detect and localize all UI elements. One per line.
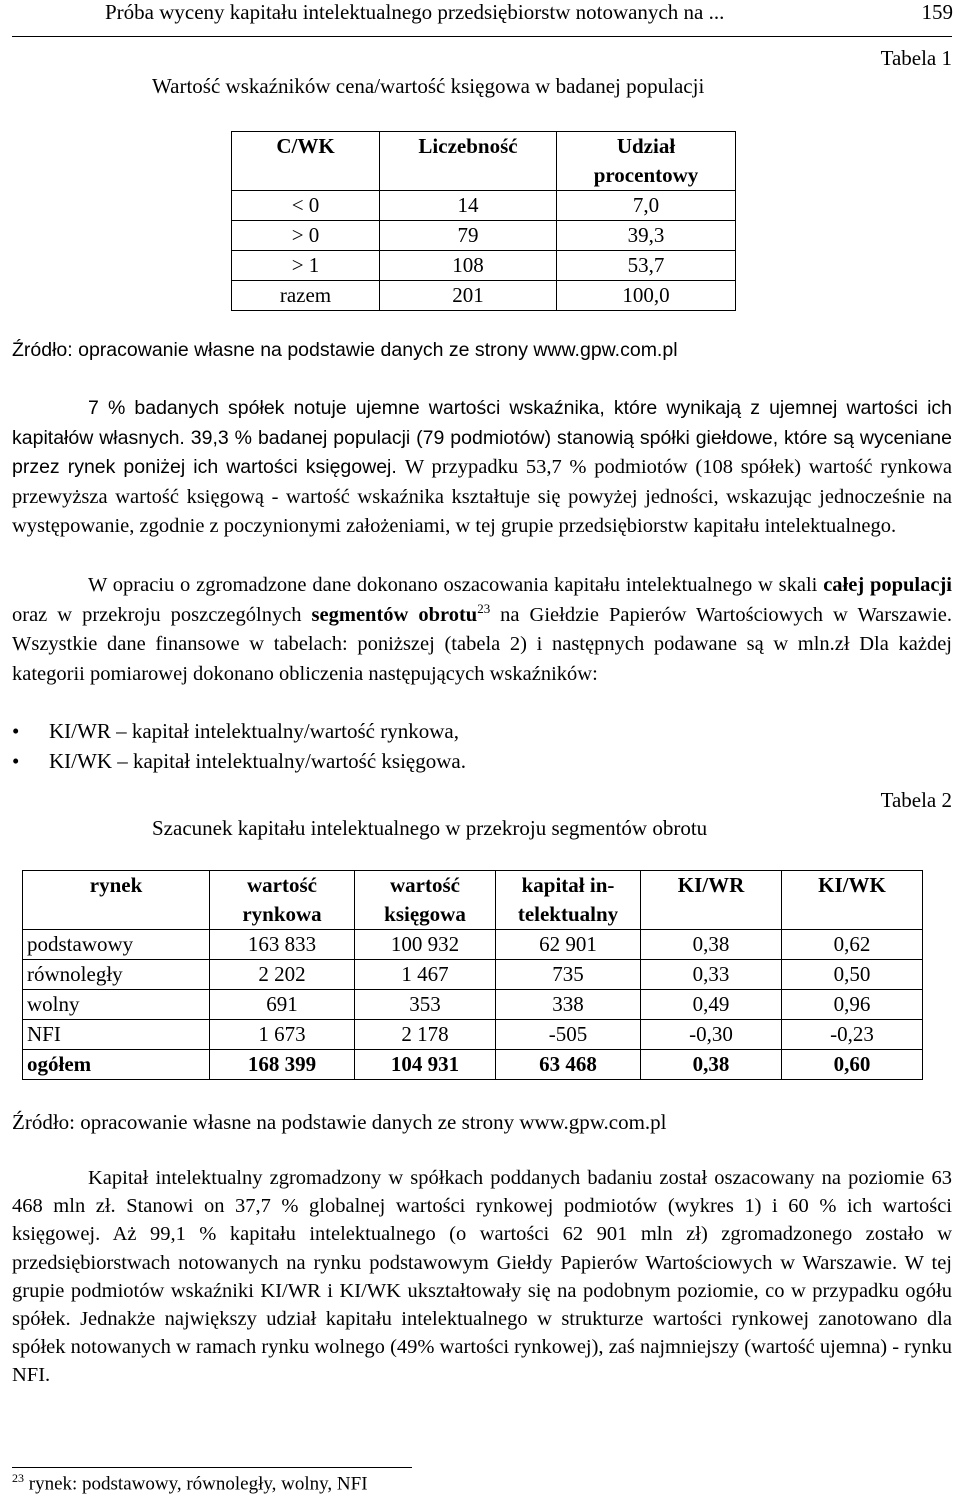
table-cell: 0,60	[782, 1050, 923, 1080]
table1-label: Tabela 1	[880, 46, 952, 70]
header-line: wartość	[247, 873, 317, 897]
table-row	[23, 960, 923, 990]
bullet-icon: •	[12, 719, 20, 743]
table-cell: równoległy	[23, 960, 210, 990]
table-header-cell: C/WK	[232, 132, 380, 191]
footnote-ref: 23	[477, 600, 491, 616]
table-cell: 0,62	[782, 930, 923, 960]
paragraph-2-part: na Giełdzie Papierów Wartościowych w Warszawie. Wszystkie dane finansowe w tabelach: poniższej (tabela 2) i następnych podawane są w mln.zł Dla każdej kategorii pomiarowej dokonano obliczenia następujących wskaźników:	[12, 603, 952, 685]
table-header-cell: Liczebność	[380, 132, 557, 191]
table-cell: > 1	[232, 251, 380, 281]
bullet-list	[12, 717, 952, 776]
list-item	[12, 747, 952, 777]
table2-source: Źródło: opracowanie własne na podstawie danych ze strony www.gpw.com.pl	[12, 1110, 667, 1134]
table-header-cell	[23, 871, 210, 930]
header-line: procentowy	[593, 163, 699, 187]
table2-label: Tabela 2	[880, 788, 952, 812]
table-header-cell	[355, 871, 496, 930]
table-row	[23, 1020, 923, 1050]
paragraph-1	[12, 394, 952, 542]
table-header-row	[232, 132, 736, 191]
table-cell: 0,33	[641, 960, 782, 990]
paragraph-2-part: oraz w przekroju poszczególnych	[12, 603, 312, 626]
header-line: księgowa	[384, 902, 466, 926]
table-cell: 353	[355, 990, 496, 1020]
footnote	[12, 1471, 368, 1495]
emphasis-whole-population: całej populacji	[823, 574, 952, 596]
table-cell: 104 931	[355, 1050, 496, 1080]
header-line: rynek	[89, 873, 143, 897]
table-cell: -0,23	[782, 1020, 923, 1050]
table-header-cell	[210, 871, 355, 930]
paragraph-1-sentence-b: W przypadku 53,7 % podmiotów (108 spółek) wartość rynkowa przewyższa wartość księgową - wartość wskaźnika kształtuje się powyżej jedności, wskazując jednocześnie na występowanie, zgodnie z poczynionymi założeniami, w tej grupie przedsiębiorstw kapitału intelektualnego.	[12, 456, 952, 538]
table1	[231, 131, 736, 311]
table-cell: 735	[496, 960, 641, 990]
paragraph-3-text: Kapitał intelektualny zgromadzony w spółkach poddanych badaniu został oszacowany na poziomie 63 468 mln zł. Stanowi on 37,7 % globalnej wartości rynkowej podmiotów (wykres 1) i 60 % ich wartości księgowej. Aż 99,1 % kapitału intelektualnego (o wartości 62 901 mln zł) zgromadzonego zostało w przedsiębiorstwach notowanych na rynku podstawowym Giełdy Papierów Wartościowych w Warszawie. W tej grupie podmiotów wskaźniki KI/WR i KI/WK ukształtowały się na podobnym poziomie, co w przypadku ogółu spółek. Jednakże największy udział kapitału intelektualnego w strukturze wartości rynkowej zanotowano dla spółek notowanych w ramach rynku wolnego (49% wartości rynkowej), zaś najmniejszy (wartość ujemna) - rynku NFI.	[12, 1167, 952, 1387]
table-header-cell	[496, 871, 641, 930]
paragraph-1-text	[12, 394, 952, 542]
table-row	[232, 191, 736, 221]
table-cell: 0,96	[782, 990, 923, 1020]
table-cell: razem	[232, 281, 380, 311]
table-row	[232, 251, 736, 281]
table-cell: 2 202	[210, 960, 355, 990]
table2	[22, 870, 923, 1080]
table-cell: 691	[210, 990, 355, 1020]
page-number: 159	[921, 0, 953, 24]
header-line: KI/WR	[677, 873, 745, 897]
table-header-cell	[782, 871, 923, 930]
footnote-number: 23	[12, 1471, 24, 1485]
table-cell: 2 178	[355, 1020, 496, 1050]
table-cell: 62 901	[496, 930, 641, 960]
paragraph-3	[12, 1164, 952, 1390]
list-item-text: KI/WR – kapitał intelektualny/wartość rynkowa,	[49, 719, 459, 743]
table-cell: 79	[380, 221, 557, 251]
header-line: KI/WK	[818, 873, 886, 897]
table-cell: -0,30	[641, 1020, 782, 1050]
header-line: telektualny	[517, 902, 619, 926]
list-item-text: KI/WK – kapitał intelektualny/wartość księgowa.	[49, 748, 466, 773]
table-cell: 0,38	[641, 930, 782, 960]
table-cell: > 0	[232, 221, 380, 251]
table-cell: 14	[380, 191, 557, 221]
bullet-icon: •	[12, 748, 20, 773]
table-cell: 100 932	[355, 930, 496, 960]
table-cell: 0,50	[782, 960, 923, 990]
table-cell: 163 833	[210, 930, 355, 960]
source-text: Źródło: opracowanie własne na podstawie danych ze strony	[12, 339, 534, 361]
table1-source	[12, 339, 678, 362]
table-cell: 0,38	[641, 1050, 782, 1080]
table-cell: 1 467	[355, 960, 496, 990]
footnote-divider	[12, 1467, 412, 1468]
header-line: rynkowa	[242, 902, 322, 926]
footnote-text: rynek: podstawowy, równoległy, wolny, NFI	[24, 1473, 368, 1495]
table-cell: 7,0	[557, 191, 736, 221]
table-cell: < 0	[232, 191, 380, 221]
table-cell: 1 673	[210, 1020, 355, 1050]
emphasis-segments: segmentów obrotu	[311, 603, 478, 626]
table-cell: 63 468	[496, 1050, 641, 1080]
table-row	[232, 221, 736, 251]
list-item	[12, 717, 952, 747]
table-header-cell	[557, 132, 736, 191]
table-cell: wolny	[23, 990, 210, 1020]
table-row	[23, 930, 923, 960]
table-header-cell	[641, 871, 782, 930]
table-cell: 201	[380, 281, 557, 311]
paragraph-2	[12, 571, 952, 689]
table-cell: 39,3	[557, 221, 736, 251]
header-line: Udział	[616, 134, 676, 158]
table-cell: NFI	[23, 1020, 210, 1050]
paragraph-2-text	[12, 571, 952, 689]
table-cell: 338	[496, 990, 641, 1020]
paragraph-1-sentence-a: 7 % badanych spółek notuje ujemne wartości wskaźnika, które wynikają z ujemnej wartości ich kapitałów własnych. 39,3 % badanej populacji (79 podmiotów) stanowią spółki giełdowe, które są wyceniane przez rynek poniżej ich wartości księgowej.	[12, 397, 952, 479]
table-cell: 100,0	[557, 281, 736, 311]
table-cell: 53,7	[557, 251, 736, 281]
table-row	[23, 990, 923, 1020]
table-total-row	[23, 1050, 923, 1080]
table-cell: 108	[380, 251, 557, 281]
running-title: Próba wyceny kapitału intelektualnego przedsiębiorstw notowanych na ...	[105, 0, 725, 24]
table-cell: 168 399	[210, 1050, 355, 1080]
table-cell: 0,49	[641, 990, 782, 1020]
table-cell: ogółem	[23, 1050, 210, 1080]
table-header-row	[23, 871, 923, 930]
source-url: www.gpw.com.pl	[533, 339, 678, 361]
header-line: kapitał in-	[521, 873, 615, 897]
table-row	[232, 281, 736, 311]
table-cell: -505	[496, 1020, 641, 1050]
table2-title: Szacunek kapitału intelektualnego w przekroju segmentów obrotu	[152, 816, 708, 840]
table1-title: Wartość wskaźników cena/wartość księgowa w badanej populacji	[152, 74, 705, 98]
table-cell: podstawowy	[23, 930, 210, 960]
header-line: wartość	[390, 873, 460, 897]
paragraph-2-part: W opraciu o zgromadzone dane dokonano oszacowania kapitału intelektualnego w skali	[88, 574, 824, 596]
